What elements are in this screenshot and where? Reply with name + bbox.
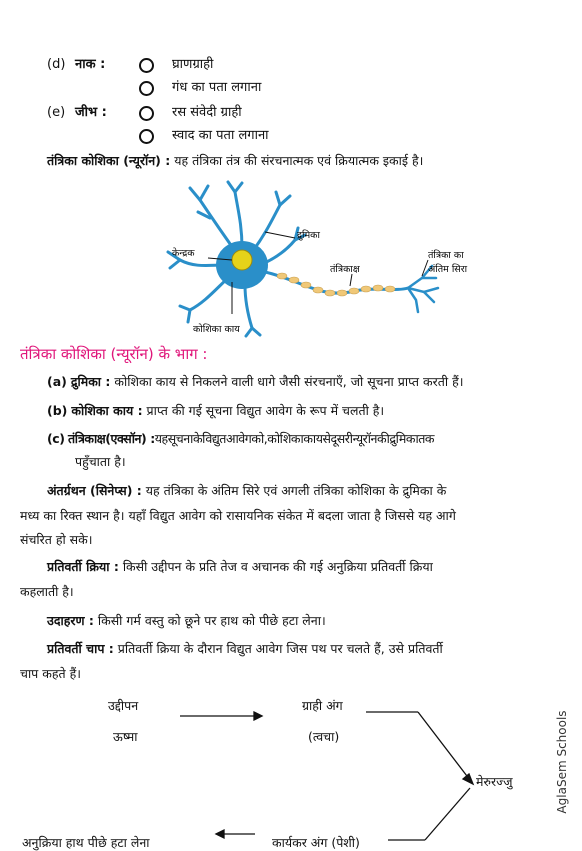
sense-item: रस संवेदी ग्राही [172,105,242,120]
neuron-definition [47,152,423,169]
part-text: प्राप्त की गई सूचना विद्युत आवेग के रूप में चलती है। [146,403,385,418]
synapse-line-2: मध्य का रिक्त स्थान है। यहाँ विद्युत आवेग को रासायनिक संकेत में बदला जाता है जिससे यह आगे [20,508,456,523]
part-label: (a) [47,374,67,389]
reflex-line-1 [47,558,433,575]
bullet-circle-icon [139,106,154,121]
neuron-text: यह तंत्रिका तंत्र की संरचनात्मक एवं क्रियात्मक इकाई है। [174,153,424,168]
bullet-circle-icon [139,81,154,96]
nucleus-shape [232,250,252,270]
flow-stimulus: उद्दीपन [108,698,139,713]
arrow-head-icon [463,774,473,784]
reflex-text: किसी उद्दीपन के प्रति तेज व अचानक की गई अनुक्रिया प्रतिवर्ती क्रिया [122,559,433,574]
part-item-c [47,430,434,447]
flow-heat: ऊष्मा [113,729,138,744]
label-axon: तंत्रिकाक्ष [330,264,360,275]
part-label: (c) [47,431,65,446]
sense-item: स्वाद का पता लगाना [172,128,269,143]
label-nucleus: केन्द्रक [172,248,195,259]
flow-response: अनुक्रिया हाथ पीछे हटा लेना [22,835,150,850]
sense-label-d: (d) [47,57,66,72]
part-term: कोशिका काय : [71,403,143,418]
reflex-term: प्रतिवर्ती क्रिया : [47,559,119,574]
arc-term: प्रतिवर्ती चाप : [47,641,114,656]
sense-label-e: (e) [47,105,66,120]
flow-arrows [0,690,552,846]
part-label: (b) [47,403,68,418]
example-term: उदाहरण : [47,613,94,628]
sense-item: गंध का पता लगाना [172,80,262,95]
neuron-diagram [160,180,490,340]
synapse-term: अंतर्ग्रथन (सिनेप्स) : [47,483,142,498]
sense-organ-tongue: जीभ : [75,105,107,120]
arrow-right-icon [254,712,262,720]
flow-skin: (त्वचा) [308,729,340,744]
label-dendrite: द्रुमिका [297,230,320,241]
sense-item: घ्राणग्राही [172,57,214,72]
part-text-continued: पहुँचाता है। [75,454,126,469]
example-line [47,612,326,629]
bullet-circle-icon [139,129,154,144]
synapse-line-1 [47,482,446,499]
arrow-left-icon [216,830,224,838]
arc-line-2: चाप कहते हैं। [20,666,81,681]
watermark [552,700,572,830]
reflex-line-2: कहलाती है। [20,584,74,599]
bullet-circle-icon [139,58,154,73]
label-nerve-end-2: अंतिम सिरा [428,264,468,275]
arc-line-1 [47,640,443,657]
example-text: किसी गर्म वस्तु को छूने पर हाथ को पीछे हटा लेना। [97,613,326,628]
part-item-a [47,373,463,390]
label-cell-body: कोशिका काय [193,324,240,335]
flow-effector: कार्यकर अंग (पेशी) [272,835,360,850]
synapse-text: यह तंत्रिका के अंतिम सिरे एवं अगली तंत्रिका कोशिका के द्रुमिका के [145,483,447,498]
part-text: यहसूचनाकेविद्युतआवेगको,कोशिकाकायसेदूसरीन्यूरॉनकीद्रुमिकातक [154,431,435,446]
synapse-line-3: संचरित हो सके। [20,532,93,547]
flow-receptor: ग्राही अंग [302,698,343,713]
arc-text: प्रतिवर्ती क्रिया के दौरान विद्युत आवेग जिस पथ पर चलते हैं, उसे प्रतिवर्ती [117,641,443,656]
part-text: कोशिका काय से निकलने वाली धागे जैसी संरचनाएँ, जो सूचना प्राप्त करती हैं। [114,374,464,389]
part-term: तंत्रिकाक्ष(एक्सॉन) : [68,431,155,446]
neuron-term: तंत्रिका कोशिका (न्यूरॉन) : [47,153,171,168]
parts-heading: तंत्रिका कोशिका (न्यूरॉन) के भाग : [20,345,208,363]
part-term: द्रुमिका : [70,374,111,389]
part-item-b [47,402,384,419]
sense-organ-nose: नाक : [75,57,106,72]
label-nerve-end-1: तंत्रिका का [428,250,464,261]
flow-spinal-cord: मेरुरज्जु [476,774,513,789]
watermark-text: AglaSem Schools [555,710,569,814]
